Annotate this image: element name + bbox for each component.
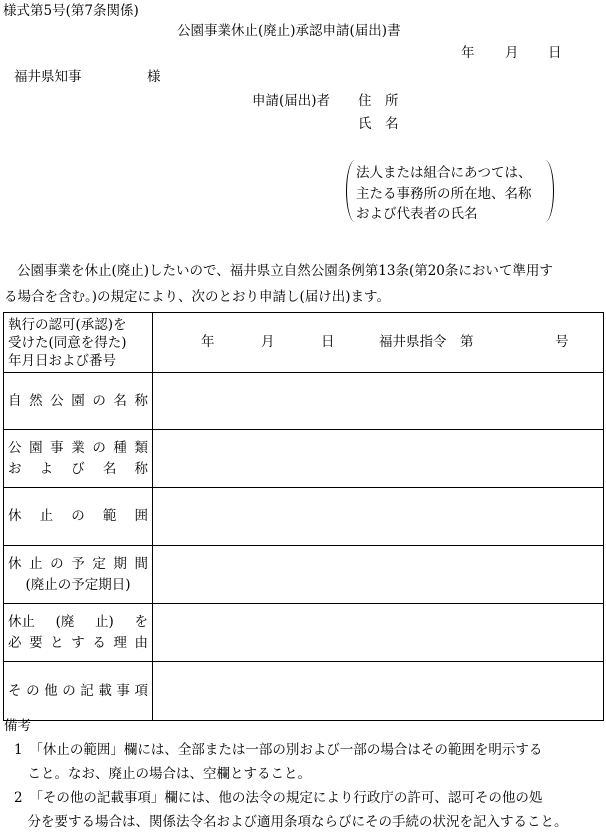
notes-heading: 備考 <box>4 718 31 734</box>
suspension-scope-label: 休 止 の 範 囲 <box>8 508 148 524</box>
date-month-label: 月 <box>505 45 519 61</box>
project-type-field[interactable] <box>153 430 604 488</box>
project-type-label-line1: 公 園 事 業 の 種 類 <box>8 439 148 456</box>
corporate-note-line: 法人または組合にあつては、 <box>356 165 532 181</box>
note-line: こと。なお、廃止の場合は、空欄とすること。 <box>14 766 311 782</box>
reason-label-line2: 必 要 と す る 理 由 <box>8 634 148 651</box>
address-label: 住 所 <box>358 93 399 109</box>
applicant-label: 申請(届出)者 <box>252 93 331 109</box>
park-name-field[interactable] <box>153 373 604 430</box>
approval-year-label: 年 <box>201 333 215 350</box>
intro-line: 公園事業を休止(廃止)したいので、福井県立自然公園条例第13条(第20条において準用す <box>17 263 553 279</box>
park-name-label-cell <box>4 373 153 430</box>
table-row <box>4 373 604 430</box>
approval-number-label: 号 <box>555 333 569 350</box>
name-label: 氏 名 <box>358 116 399 132</box>
suspension-scope-field[interactable] <box>153 488 604 546</box>
other-items-label: そ の 他 の 記 載 事 項 <box>8 682 148 699</box>
table-row <box>4 313 604 373</box>
approval-value-cell[interactable] <box>153 313 604 373</box>
notes-section <box>4 714 604 834</box>
table-row <box>4 430 604 488</box>
project-type-label-line2: お よ び 名 称 <box>8 460 148 477</box>
form-number: 様式第5号(第7条関係) <box>3 3 139 19</box>
corporate-note-line: および代表者の氏名 <box>356 206 478 222</box>
table-row <box>4 662 604 721</box>
corporate-note <box>356 163 532 225</box>
date-year-label: 年 <box>461 45 475 61</box>
corporate-note-line: 主たる事務所の所在地、名称 <box>356 185 532 202</box>
reason-field[interactable] <box>153 604 604 662</box>
suspension-period-label-line2: (廃止の予定期日) <box>25 576 131 593</box>
document-title: 公園事業休止(廃止)承認申請(届出)書 <box>177 23 401 39</box>
note-line: 分を要する場合は、関係法令名および適用条項ならびにその手続の状況を記入すること。 <box>14 814 568 830</box>
other-items-field[interactable] <box>153 662 604 721</box>
park-name-label: 自 然 公 園 の 名 称 <box>8 392 148 409</box>
approval-month-label: 月 <box>261 333 275 350</box>
reason-label-line1: 休止 (廃 止) を <box>8 613 148 630</box>
suspension-period-label-line1: 休 止 の 予 定 期 間 <box>8 555 148 572</box>
intro-paragraph <box>4 258 604 310</box>
note-line: 1 「休止の範囲」欄には、全部または一部の別および一部の場合はその範囲を明示する <box>14 742 543 758</box>
suspension-scope-label-cell <box>4 488 153 546</box>
approval-order-label: 福井県指令 第 <box>379 333 474 350</box>
honorific: 様 <box>147 69 161 85</box>
label-line: 年月日および番号 <box>8 352 116 369</box>
label-line: 受けた(同意を得た) <box>8 334 127 351</box>
suspension-period-label-cell <box>4 546 153 604</box>
date-day-label: 日 <box>548 45 562 61</box>
addressee: 福井県知事 <box>14 69 82 85</box>
table-row <box>4 488 604 546</box>
table-row <box>4 546 604 604</box>
project-type-label-cell <box>4 430 153 488</box>
table-row <box>4 604 604 662</box>
label-line: 執行の認可(承認)を <box>8 316 127 333</box>
suspension-period-field[interactable] <box>153 546 604 604</box>
other-items-label-cell <box>4 662 153 721</box>
application-table <box>3 312 604 721</box>
reason-label-cell <box>4 604 153 662</box>
approval-label-cell <box>4 313 153 373</box>
note-line: 2 「その他の記載事項」欄には、他の法令の規定により行政庁の許可、認可その他の処 <box>14 790 543 806</box>
intro-line: る場合を含む。)の規定により、次のとおり申請し(届け出)ます。 <box>4 289 390 305</box>
approval-day-label: 日 <box>321 333 335 350</box>
